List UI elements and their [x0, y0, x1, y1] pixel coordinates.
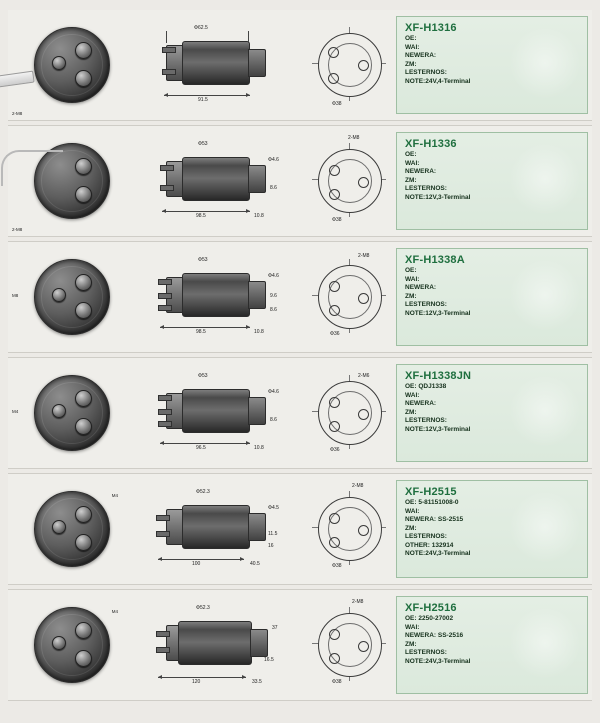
dim-length: 96.5 [196, 445, 206, 451]
dim-offset: 8.6 [270, 307, 277, 313]
part-number: XF-H2515 [405, 486, 457, 498]
photo-note: M4 [111, 609, 118, 614]
terminal-stud [75, 622, 92, 639]
part-number: XF-H1338JN [405, 370, 472, 382]
photo-note: 2-M8 [12, 111, 23, 116]
end-view-drawing [296, 359, 396, 467]
drawing-terminal [160, 185, 174, 191]
spec-lesternos: LESTERNOS: [405, 649, 447, 657]
solenoid-photo-icon [34, 491, 110, 567]
spec-zm: ZM: [405, 640, 417, 648]
end-hole-label: Φ38 [332, 563, 342, 569]
spec-oe: OE: 2250-27002 [405, 615, 454, 622]
part-number: XF-H1336 [405, 138, 457, 150]
dim-diameter: Φ53 [198, 141, 208, 147]
solenoid-photo-icon [34, 259, 110, 335]
terminal-stud [75, 506, 92, 523]
spec-zm: ZM: [405, 292, 417, 300]
drawing-terminal [158, 421, 172, 427]
dim-offset: 16 [268, 543, 274, 549]
spec-newera: NEWERA: SS-2516 [405, 632, 464, 640]
end-bolt-label: 2-M8 [348, 135, 360, 141]
spec-list [405, 267, 579, 318]
solenoid-photo-icon [34, 375, 110, 451]
dim-offset: Φ4.6 [268, 389, 279, 395]
spec-newera: NEWERA: [405, 52, 437, 60]
spec-zm: ZM: [405, 60, 417, 68]
product-photo [8, 127, 136, 235]
drawing-body [178, 621, 252, 665]
drawing-nose [248, 165, 266, 193]
table-row [8, 241, 592, 353]
bolt-hole [329, 165, 340, 176]
drawing-body [182, 505, 250, 549]
bolt-hole [329, 305, 340, 316]
spec-panel [396, 248, 588, 346]
spec-wai: WAI: [405, 623, 420, 631]
dim-length-line [158, 559, 244, 560]
bolt-hole [329, 397, 340, 408]
table-row [8, 589, 592, 701]
spec-newera: NEWERA: [405, 284, 437, 292]
drawing-nose [248, 397, 266, 425]
spec-lesternos: LESTERNOS: [405, 69, 447, 77]
spec-other: OTHER: 132914 [405, 541, 454, 549]
end-view-drawing [296, 11, 396, 119]
dim-offset: 8.6 [270, 185, 277, 191]
photo-note: M4 [12, 409, 19, 414]
dim-length: 98.5 [196, 329, 206, 335]
spec-zm: ZM: [405, 176, 417, 184]
terminal-stud [75, 70, 92, 87]
bolt-hole [328, 47, 339, 58]
terminal-stud [75, 186, 92, 203]
bolt-hole [329, 189, 340, 200]
terminal-stud [75, 418, 92, 435]
spade-terminal [0, 71, 35, 88]
end-hole-label: Φ36 [330, 331, 340, 337]
end-view-drawing [296, 475, 396, 583]
terminal-stud [75, 534, 92, 551]
terminal-stud [75, 302, 92, 319]
drawing-nose [248, 49, 266, 77]
dim-offset: 37 [272, 625, 278, 631]
dim-length-line [158, 677, 246, 678]
bolt-hole [358, 60, 369, 71]
technical-drawing [136, 359, 296, 467]
end-bolt-label: 2-M8 [358, 253, 370, 259]
spec-note: NOTE:24V,4-Terminal [405, 77, 471, 85]
bolt-hole [329, 537, 340, 548]
spec-oe: OE: [405, 267, 417, 274]
technical-drawing [136, 243, 296, 351]
spec-wai: WAI: [405, 43, 420, 51]
drawing-terminal [162, 47, 176, 53]
dim-length: 120 [192, 679, 201, 685]
drawing-body [182, 389, 250, 433]
terminal-stud [52, 404, 66, 418]
dim-diameter: Φ62.5 [194, 25, 208, 31]
drawing-terminal [156, 531, 170, 537]
spec-panel [396, 364, 588, 462]
bolt-hole [358, 525, 369, 536]
spec-oe: OE: 5-81151008-0 [405, 499, 459, 506]
spec-zm: ZM: [405, 408, 417, 416]
spec-note: NOTE:24V,3-Terminal [405, 657, 471, 665]
drawing-nose [250, 629, 268, 657]
part-number: XF-H2516 [405, 602, 457, 614]
end-hole-label: Φ38 [332, 101, 342, 107]
spec-lesternos: LESTERNOS: [405, 301, 447, 309]
end-view-drawing [296, 127, 396, 235]
drawing-terminal [156, 647, 170, 653]
spec-note: NOTE:12V,3-Terminal [405, 309, 471, 317]
bolt-hole [329, 513, 340, 524]
drawing-terminal [158, 305, 172, 311]
harness-wire [1, 150, 63, 186]
terminal-stud [75, 158, 92, 175]
dim-secondary: 33.5 [252, 679, 262, 685]
dim-length: 100 [192, 561, 201, 567]
spec-note: NOTE:12V,3-Terminal [405, 425, 471, 433]
solenoid-photo-icon [34, 607, 110, 683]
spec-oe: OE: [405, 35, 417, 42]
drawing-nose [248, 281, 266, 309]
spec-oe: OE: QDJ1338 [405, 383, 447, 390]
drawing-body [182, 273, 250, 317]
dim-secondary: 10.8 [254, 445, 264, 451]
drawing-body [182, 157, 250, 201]
spec-wai: WAI: [405, 391, 420, 399]
drawing-terminal [156, 631, 170, 637]
solenoid-photo-icon [34, 143, 110, 219]
spec-panel [396, 132, 588, 230]
bolt-hole [358, 409, 369, 420]
dim-length: 98.5 [196, 213, 206, 219]
spec-note: NOTE:12V,3-Terminal [405, 193, 471, 201]
spec-note: NOTE:24V,3-Terminal [405, 550, 471, 558]
table-row [8, 125, 592, 237]
spec-list [405, 499, 579, 559]
bolt-hole [358, 641, 369, 652]
table-row [8, 10, 592, 121]
bolt-hole [358, 293, 369, 304]
product-photo [8, 11, 136, 119]
spec-lesternos: LESTERNOS: [405, 185, 447, 193]
bolt-hole [329, 421, 340, 432]
bolt-hole [358, 177, 369, 188]
dim-extension [166, 31, 167, 43]
terminal-stud [52, 636, 66, 650]
dim-offset: 9.6 [270, 293, 277, 299]
terminal-stud [75, 650, 92, 667]
spec-list [405, 151, 579, 202]
dim-diameter: Φ52.3 [196, 489, 210, 495]
terminal-stud [52, 56, 66, 70]
bolt-hole [328, 73, 339, 84]
spec-newera: NEWERA: [405, 168, 437, 176]
end-bolt-label: 2-M8 [352, 483, 364, 489]
drawing-terminal [158, 293, 172, 299]
drawing-terminal [158, 409, 172, 415]
drawing-terminal [158, 279, 172, 285]
spec-list [405, 615, 579, 666]
dim-length-line [160, 443, 250, 444]
end-hole-label: Φ36 [330, 447, 340, 453]
solenoid-photo-icon [34, 27, 110, 103]
drawing-terminal [158, 395, 172, 401]
technical-drawing [136, 127, 296, 235]
drawing-terminal [160, 165, 174, 171]
technical-drawing [136, 591, 296, 699]
dim-length: 91.5 [198, 97, 208, 103]
spec-panel [396, 480, 588, 578]
part-number: XF-H1338A [405, 254, 465, 266]
spec-wai: WAI: [405, 507, 420, 515]
dim-offset: Φ4.6 [268, 273, 279, 279]
drawing-terminal [156, 515, 170, 521]
drawing-body [182, 41, 250, 85]
dim-offset: 8.6 [270, 417, 277, 423]
terminal-stud [52, 288, 66, 302]
spec-oe: OE: [405, 151, 417, 158]
end-view-drawing [296, 243, 396, 351]
part-number: XF-H1316 [405, 22, 457, 34]
dim-offset: 11.5 [268, 531, 278, 537]
table-row [8, 357, 592, 469]
terminal-stud [52, 520, 66, 534]
spec-panel [396, 16, 588, 114]
spec-newera: NEWERA: SS-2515 [405, 516, 464, 524]
end-bolt-label: 2-M8 [352, 599, 364, 605]
dim-offset: Φ4.6 [268, 157, 279, 163]
spec-wai: WAI: [405, 275, 420, 283]
dim-offset: Φ4.5 [268, 505, 279, 511]
spec-panel [396, 596, 588, 694]
drawing-terminal [162, 69, 176, 75]
terminal-stud [75, 42, 92, 59]
dim-secondary: 10.8 [254, 213, 264, 219]
dim-secondary: 10.8 [254, 329, 264, 335]
dim-length-line [160, 327, 250, 328]
spec-lesternos: LESTERNOS: [405, 533, 447, 541]
dim-length-line [162, 211, 250, 212]
bolt-hole [329, 281, 340, 292]
spec-zm: ZM: [405, 524, 417, 532]
dim-offset: 16.5 [264, 657, 274, 663]
end-hole-label: Φ38 [332, 679, 342, 685]
spec-list [405, 383, 579, 434]
technical-drawing [136, 475, 296, 583]
terminal-stud [75, 390, 92, 407]
dim-secondary: 40.5 [250, 561, 260, 567]
end-view-drawing [296, 591, 396, 699]
dim-diameter: Φ53 [198, 257, 208, 263]
terminal-stud [75, 274, 92, 291]
table-row [8, 473, 592, 585]
drawing-nose [248, 513, 266, 541]
spec-wai: WAI: [405, 159, 420, 167]
end-hole-label: Φ38 [332, 217, 342, 223]
photo-note: 2-M8 [12, 227, 23, 232]
spec-list [405, 35, 579, 86]
product-photo [8, 591, 136, 699]
photo-note: M8 [12, 293, 19, 298]
end-bolt-label: 2-M6 [358, 373, 370, 379]
photo-note: M4 [111, 493, 118, 498]
technical-drawing [136, 11, 296, 119]
dim-diameter: Φ53 [198, 373, 208, 379]
bolt-hole [329, 629, 340, 640]
bolt-hole [329, 653, 340, 664]
spec-newera: NEWERA: [405, 400, 437, 408]
spec-lesternos: LESTERNOS: [405, 417, 447, 425]
product-photo [8, 243, 136, 351]
product-photo [8, 359, 136, 467]
catalog-rows [8, 10, 592, 701]
dim-diameter: Φ52.3 [196, 605, 210, 611]
product-photo [8, 475, 136, 583]
dim-length-line [164, 95, 250, 96]
dim-extension [248, 31, 249, 43]
